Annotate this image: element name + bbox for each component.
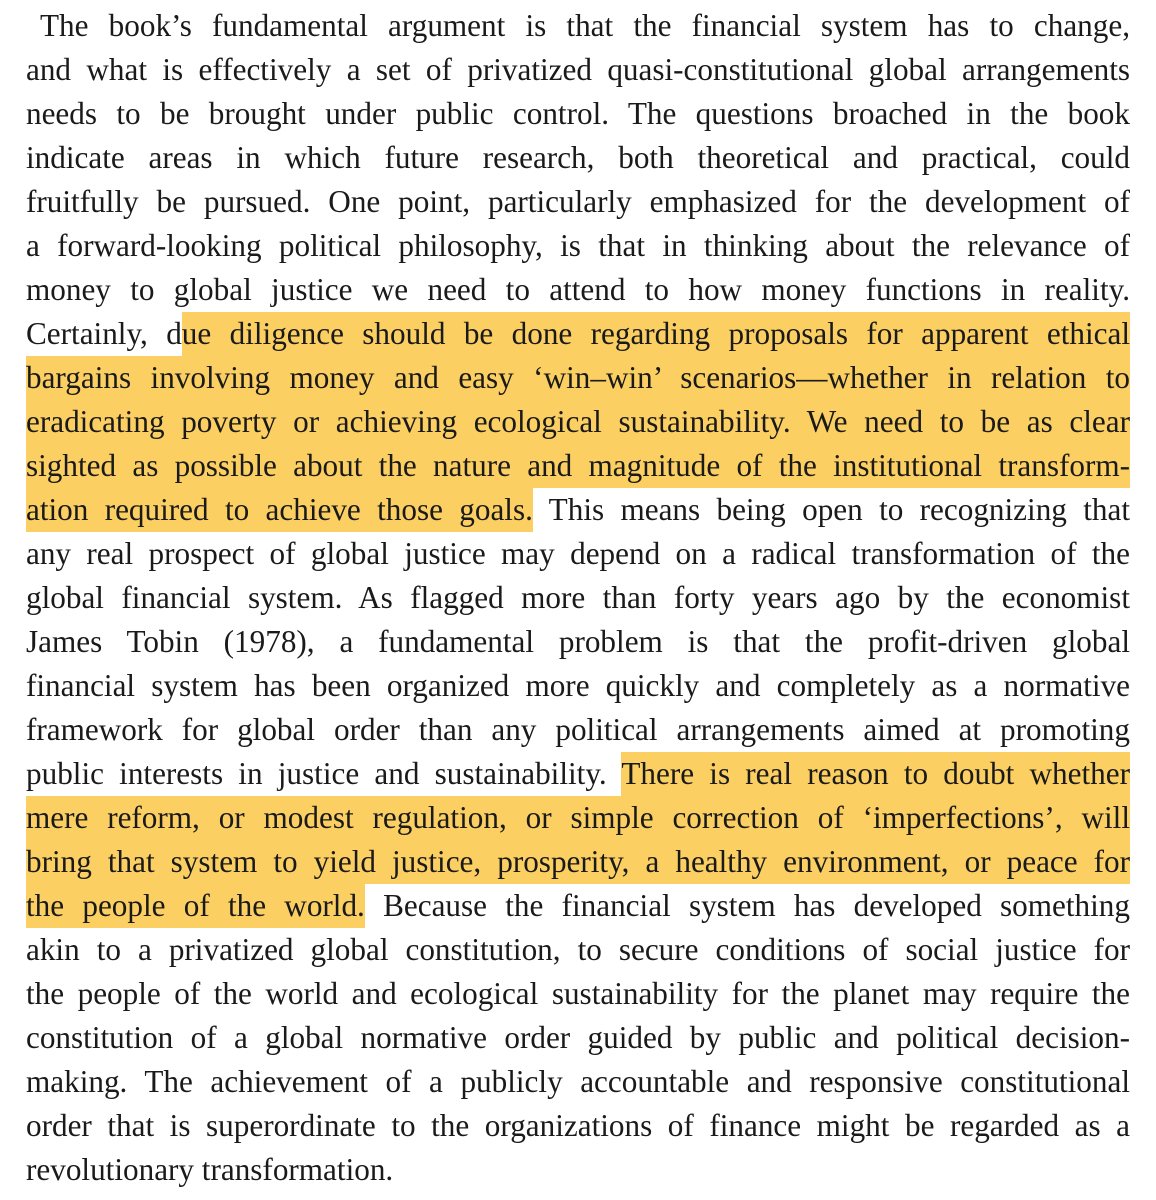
text-line (26, 1148, 1130, 1192)
text-line (26, 180, 1130, 224)
line-text: financial system has been organized more quickly and completely as a normative (26, 668, 1130, 703)
line-text: Certainly, d (26, 316, 182, 351)
line-text: indicate areas in which future research, both theoretical and practical, could (26, 140, 1130, 175)
text-line (26, 312, 1130, 356)
line-text: needs to be brought under public control. The questions broached in the book (26, 96, 1130, 131)
text-line (26, 884, 1130, 928)
text-line (26, 1016, 1130, 1060)
text-line (26, 708, 1130, 752)
text-line (26, 1104, 1130, 1148)
text-line (26, 92, 1130, 136)
highlighted-text: mere reform, or modest regulation, or simple correction of ‘imperfections’, will (26, 796, 1130, 840)
line-text: the people of the world and ecological sustainability for the planet may require the (26, 976, 1130, 1011)
line-text: James Tobin (1978), a fundamental problem is that the profit-driven global (26, 624, 1130, 659)
highlighted-text: ation required to achieve those goals. (26, 488, 533, 532)
highlighted-text: the people of the world. (26, 884, 365, 928)
line-text: making. The achievement of a publicly accountable and responsive constitutional (26, 1064, 1130, 1099)
line-text: any real prospect of global justice may depend on a radical transformation of the (26, 536, 1130, 571)
highlighted-text: There is real reason to doubt whether (621, 752, 1130, 796)
text-line (26, 664, 1130, 708)
text-line (26, 928, 1130, 972)
line-text: order that is superordinate to the organizations of finance might be regarded as a (26, 1108, 1130, 1143)
text-line (26, 576, 1130, 620)
line-text: This means being open to recognizing that (532, 492, 1130, 527)
line-text: revolutionary transformation. (26, 1152, 394, 1187)
highlighted-text: bargains involving money and easy ‘win–win’ scenarios—whether in relation to (26, 356, 1130, 400)
line-text: public interests in justice and sustainability. (26, 756, 622, 791)
line-text: fruitfully be pursued. One point, particularly emphasized for the development of (26, 184, 1130, 219)
highlighted-text: eradicating poverty or achieving ecological sustainability. We need to be as clear (26, 400, 1130, 444)
text-line (26, 972, 1130, 1016)
text-line (26, 796, 1130, 840)
line-text: global financial system. As flagged more than forty years ago by the economist (26, 580, 1130, 615)
passage-paragraph (26, 4, 1130, 1192)
highlighted-text: sighted as possible about the nature and magnitude of the institutional transform- (26, 444, 1130, 488)
line-text: The book’s fundamental argument is that the financial system has to change, (40, 8, 1130, 43)
line-text: Because the financial system has developed something (364, 888, 1130, 923)
text-line (26, 136, 1130, 180)
text-line (26, 620, 1130, 664)
line-text: money to global justice we need to attend to how money functions in reality. (26, 272, 1130, 307)
text-line (26, 224, 1130, 268)
text-line (26, 532, 1130, 576)
text-line (26, 4, 1130, 48)
line-text: and what is effectively a set of privatized quasi-constitutional global arrangements (26, 52, 1130, 87)
text-line (26, 356, 1130, 400)
highlighted-text: bring that system to yield justice, prosperity, a healthy environment, or peace for (26, 840, 1130, 884)
text-line (26, 840, 1130, 884)
text-line (26, 488, 1130, 532)
text-line (26, 400, 1130, 444)
text-line (26, 1060, 1130, 1104)
text-line (26, 268, 1130, 312)
line-text: a forward-looking political philosophy, is that in thinking about the relevance of (26, 228, 1130, 263)
text-line (26, 752, 1130, 796)
text-line (26, 444, 1130, 488)
line-text: constitution of a global normative order guided by public and political decision- (26, 1020, 1130, 1055)
line-text: framework for global order than any political arrangements aimed at promoting (26, 712, 1130, 747)
line-text: akin to a privatized global constitution, to secure conditions of social justice for (26, 932, 1130, 967)
text-line (26, 48, 1130, 92)
highlighted-text: ue diligence should be done regarding proposals for apparent ethical (182, 312, 1130, 356)
